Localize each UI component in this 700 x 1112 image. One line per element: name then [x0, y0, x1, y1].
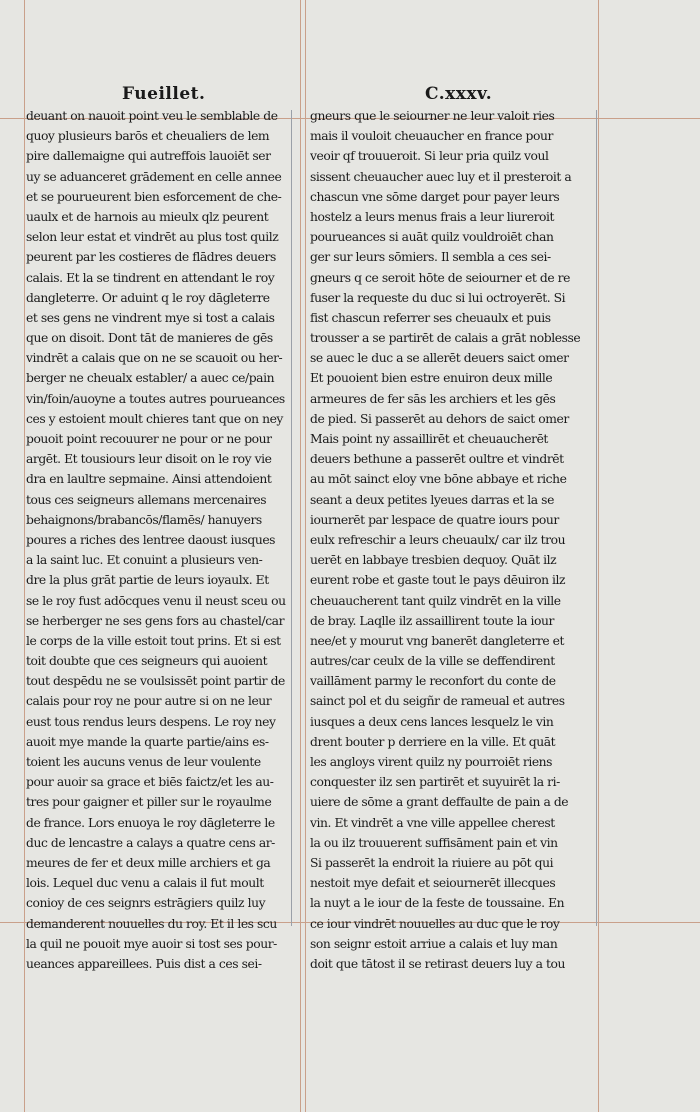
text-line: son seignr estoit arriue a calais et luy man — [310, 936, 558, 951]
text-line: se le roy fust adōcques venu il neust sceu ou — [26, 593, 286, 608]
text-line: calais pour roy ne pour autre si on ne leur — [26, 694, 272, 709]
text-line: ce iour vindrēt nouuelles au duc que le roy — [310, 916, 560, 931]
text-line: deuant on nauoit point veu le semblable de — [26, 109, 278, 123]
text-line: dre la plus grāt partie de leurs ioyaulx. Et — [26, 573, 269, 588]
text-line: conquester ilz sen partirēt et suyuirēt la ri- — [310, 775, 560, 790]
text-line: drent bouter p derriere en la ville. Et quāt — [310, 734, 556, 749]
text-line: pour auoir sa grace et biēs faictz/et les au- — [26, 775, 274, 790]
text-line: hostelz a leurs menus frais a leur liureroit — [310, 209, 555, 224]
text-line: chascun vne sōme darget pour payer leurs — [310, 189, 560, 204]
text-line: et ses gens ne vindrent mye si tost a calais — [26, 310, 275, 325]
text-line: pourueances si auāt quilz vouldroiēt chan — [310, 230, 554, 245]
text-line: dangleterre. Or aduint q le roy dāgleterre — [26, 290, 270, 305]
text-line: uy se aduanceret grādement en celle annee — [26, 169, 282, 184]
text-line: pire dallemaigne qui autreffois lauoiēt ser — [26, 149, 271, 164]
text-line: gneurs que le seiourner ne leur valoit ries — [310, 109, 555, 123]
text-line: doit que tātost il se retirast deuers luy a tou — [310, 956, 566, 971]
text-line: nee/et y mourut vng banerēt dangleterre et — [310, 633, 565, 648]
text-line: trousser a se partirēt de calais a grāt noblesse — [310, 331, 581, 346]
text-line: armeures de fer sās les archiers et les gēs — [310, 391, 556, 406]
text-line: tous ces seigneurs allemans mercenaires — [26, 492, 267, 507]
text-line: vin. Et vindrēt a vne ville appellee cherest — [310, 815, 555, 830]
text-column-left — [26, 106, 288, 974]
folio-label: Fueillet. — [122, 84, 206, 104]
margin-rule-left — [24, 0, 25, 1112]
text-line: selon leur estat et vindrēt au plus tost quilz — [26, 230, 279, 245]
text-line: tout despēdu ne se voulsissēt point partir de — [26, 674, 285, 689]
text-line: peurent par les costieres de flādres deuers — [26, 250, 276, 265]
text-line: fuser la requeste du duc si lui octroyerēt. Si — [310, 290, 566, 305]
text-line: behaignons/brabancōs/flamēs/ hanuyers — [26, 512, 262, 527]
text-column-right — [310, 106, 582, 974]
text-line: auoit mye mande la quarte partie/ains es- — [26, 734, 269, 749]
text-line: uerēt en labbaye tresbien dequoy. Quāt ilz — [310, 553, 557, 568]
gutter-rule-right — [305, 0, 306, 1112]
text-line: fist chascun referrer ses cheuaulx et puis — [310, 310, 551, 325]
text-line: iournerēt par lespace de quatre iours pour — [310, 512, 559, 527]
text-line: pouoit point recouurer ne pour or ne pour — [26, 432, 272, 446]
text-line: sainct pol et du seigñr de rameual et autres — [310, 694, 565, 709]
text-line: vin/foin/auoyne a toutes autres pourueances — [26, 391, 285, 406]
text-line: veoir qf trouueroit. Si leur pria quilz voul — [310, 149, 549, 164]
text-line: la quil ne pouoit mye auoir si tost ses pour- — [26, 936, 277, 951]
text-line: au mōt sainct eloy vne bōne abbaye et riche — [310, 472, 567, 487]
text-line: uiere de sōme a grant deffaulte de pain a de — [310, 795, 569, 810]
text-line: uaulx et de harnois au mieulx qlz peurent — [26, 209, 269, 224]
text-line: demanderent nouuelles du roy. Et il les scu — [26, 916, 277, 931]
text-line: a la saint luc. Et conuint a plusieurs ven- — [26, 553, 263, 568]
text-line: dra en laultre sepmaine. Ainsi attendoient — [26, 472, 272, 487]
text-line: eust tous rendus leurs despens. Le roy ney — [26, 714, 276, 729]
text-line: Et pouoient bien estre enuiron deux mille — [310, 371, 553, 386]
text-line: toient les aucuns venus de leur voulente — [26, 755, 261, 769]
text-line: Si passerēt la endroit la riuiere au pōt qui — [310, 855, 554, 870]
text-line: et se pourueurent bien esforcement de che- — [26, 189, 282, 204]
text-line: argēt. Et tousiours leur disoit on le roy vie — [26, 452, 272, 467]
text-line: se auec le duc a se allerēt deuers saict omer — [310, 351, 569, 366]
text-line: de pied. Si passerēt au dehors de saict omer — [310, 411, 569, 426]
text-line: sissent cheuaucher auec luy et il presteroit a — [310, 169, 572, 184]
gutter-rule — [300, 0, 301, 1112]
text-line: duc de lencastre a calays a quatre cens ar- — [26, 835, 275, 850]
column-line-left — [291, 110, 292, 926]
text-line: deuers bethune a passerēt oultre et vindrēt — [310, 452, 564, 467]
text-line: conioy de ces seignrs estrāgiers quilz luy — [26, 896, 266, 911]
text-line: les angloys virent quilz ny pourroiēt riens — [310, 755, 553, 769]
text-line: berger ne cheualx establer/ a auec ce/pain — [26, 371, 275, 386]
text-line: toit doubte que ces seigneurs qui auoient — [26, 654, 268, 669]
text-line: vaillāment parmy le reconfort du conte de — [310, 674, 556, 689]
text-line: mais il vouloit cheuaucher en france pour — [310, 129, 553, 144]
text-line: ueances appareillees. Puis dist a ces sei- — [26, 956, 262, 971]
text-line: de france. Lors enuoya le roy dāgleterre le — [26, 815, 275, 830]
text-line: le corps de la ville estoit tout prins. Et si est — [26, 633, 281, 648]
text-line: cheuaucherent tant quilz vindrēt en la ville — [310, 593, 561, 608]
text-line: vindrēt a calais que on ne se scauoit ou her- — [26, 351, 283, 366]
text-line: la nuyt a le iour de la feste de toussaine. En — [310, 896, 565, 911]
text-line: la ou ilz trouuerent suffisāment pain et vin — [310, 835, 558, 850]
text-line: ger sur leurs sōmiers. Il sembla a ces sei- — [310, 250, 551, 265]
text-line: autres/car ceulx de la ville se deffendirent — [310, 654, 555, 669]
text-line: que on disoit. Dont tāt de manieres de gēs — [26, 331, 273, 346]
text-line: seant a deux petites lyeues darras et la se — [310, 492, 554, 507]
text-line: eulx refreschir a leurs cheuaulx/ car ilz trou — [310, 532, 566, 547]
column-line-right — [596, 110, 597, 926]
text-line: nestoit mye defait et seiournerēt illecques — [310, 876, 556, 891]
text-line: eurent robe et gaste tout le pays dēuiron ilz — [310, 573, 566, 588]
margin-rule-right — [598, 0, 599, 1112]
text-line: de bray. Laqlle ilz assaillirent toute la iour — [310, 613, 554, 628]
text-line: meures de fer et deux mille archiers et ga — [26, 855, 271, 870]
text-line: poures a riches des lentree daoust iusques — [26, 532, 276, 547]
text-line: tres pour gaigner et piller sur le royaulme — [26, 795, 272, 810]
text-line: se herberger ne ses gens fors au chastel/car — [26, 613, 285, 628]
text-line: Mais point ny assaillirēt et cheuaucherēt — [310, 432, 548, 446]
text-line: quoy plusieurs barōs et cheualiers de lem — [26, 129, 270, 144]
text-line: ces y estoient moult chieres tant que on ney — [26, 411, 283, 426]
text-line: calais. Et la se tindrent en attendant le roy — [26, 270, 275, 285]
text-line: iusques a deux cens lances lesquelz le vin — [310, 714, 554, 729]
folio-number: C.xxxv. — [425, 84, 493, 104]
text-line: gneurs q ce seroit hōte de seiourner et de re — [310, 270, 570, 285]
text-line: lois. Lequel duc venu a calais il fut moult — [26, 876, 264, 891]
